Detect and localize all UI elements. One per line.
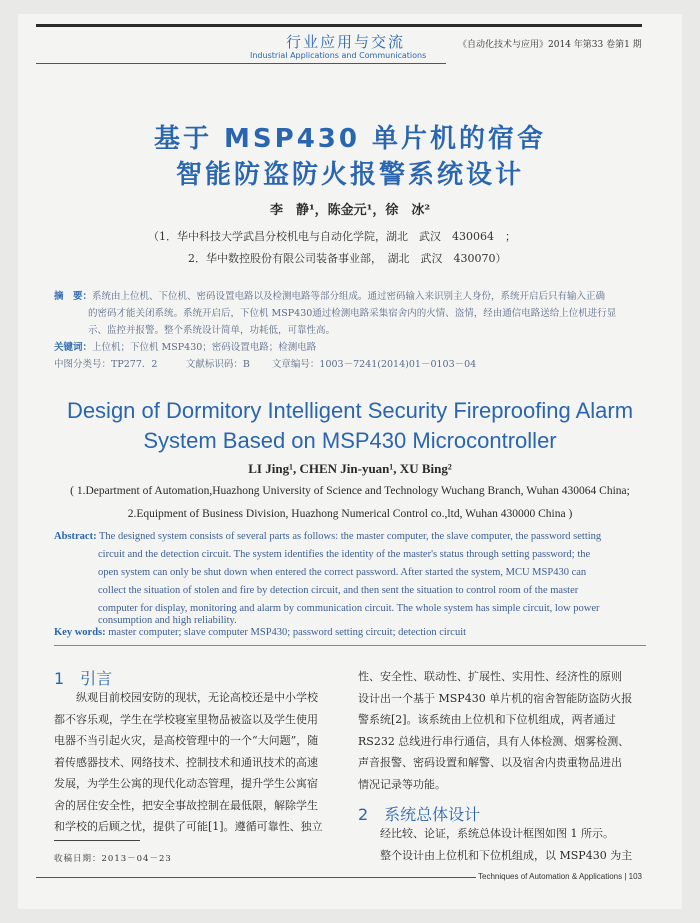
header-underline — [36, 63, 446, 64]
body-line: 纵观目前校园安防的现状，无论高校还是中小学校 — [54, 691, 318, 704]
abstract-cn-line: 的密码才能关闭系统。系统开启后，下位机 MSP430通过检测电路采集宿舍内的火情、盗情，经由通信电路送给上位机进行显 — [88, 308, 617, 319]
footnote-rule — [54, 840, 140, 841]
body-line: RS232 总线进行串行通信，具有人体检测、烟雾检测、 — [358, 734, 630, 748]
affiliation-en-1: ( 1.Department of Automation,Huazhong University of Science and Technology Wuchang Branch, Wuhan 430064 China; — [70, 485, 630, 497]
keywords-cn-label: 关键词： — [54, 342, 93, 353]
abstract-en-line: circuit and the detection circuit. The system identifies the identity of the master's status through setting password; the — [98, 549, 591, 560]
abstract-divider — [54, 645, 646, 646]
abstract-en-line: computer for display, monitoring and alarm by communication circuit. The whole system has simple circuit, low power — [98, 603, 600, 614]
body-line: 经比较、论证，系统总体设计框图如图 1 所示。 — [358, 827, 614, 840]
title-cn-line-1: 基于 MSP430 单片机的宿舍 — [153, 124, 547, 154]
title-en-line-1: Design of Dormitory Intelligent Security Fireproofing Alarm — [66, 398, 634, 423]
received-date: 收稿日期：2013－04－23 — [54, 854, 172, 864]
body-line: 舍的居住安全性，把安全事故控制在最低限，解除学生 — [54, 798, 318, 812]
abstract-en-line: open system can only be shut down when entered the correct password. After started the system, MCU MSP430 can — [98, 567, 587, 578]
body-line: 警系统[2]。该系统由上位机和下位机组成，两者通过 — [358, 713, 616, 726]
abstract-en-line: consumption and high reliability. — [98, 615, 237, 626]
keywords-en — [54, 627, 466, 638]
keywords-cn: 上位机；下位机 MSP430；密码设置电路；检测电路 — [92, 342, 317, 353]
body-line: 电器不当引起火灾，是高校管理中的一个“大问题”，随 — [54, 734, 319, 747]
abstract-cn — [54, 288, 644, 373]
footer-rule — [36, 877, 476, 878]
authors-en: LI Jing¹, CHEN Jin-yuan¹, XU Bing² — [248, 461, 452, 476]
keywords-en-text: master computer; slave computer MSP430; password setting circuit; detection circuit — [108, 627, 467, 638]
abstract-cn-line: 系统由上位机、下位机、密码设置电路以及检测电路等部分组成。通过密码输入来识别主人身份，系统开启后只有输入正确 — [92, 291, 606, 302]
title-cn-line-2: 智能防盗防火报警系统设计 — [175, 160, 524, 190]
body-line: 发展，为学生公寓的现代化动态管理，提升学生公寓宿 — [54, 777, 318, 790]
affiliation-cn-2: 2．华中数控股份有限公司装备事业部， 湖北 武汉 430070） — [188, 252, 507, 265]
affiliation-en-2: 2.Equipment of Business Division, Huazhong Numerical Control co.,ltd, Wuhan 430000 China ) — [127, 508, 573, 520]
body-left-column — [54, 687, 339, 838]
body-line: 声音报警、密码设置和解警、以及宿舍内贵重物品进出 — [358, 756, 622, 769]
body-line: 和学校的后顾之忧，提供了可能[1]。遵循可靠性、独立 — [54, 820, 323, 833]
body-line: 着传感器技术、网络技术、控制技术和通讯技术的高速 — [54, 755, 318, 769]
abstract-en-line: collect the situation of stolen and fire by detection circuit, and then sent the situation to control room of the master — [98, 585, 579, 596]
abstract-cn-label: 摘 要： — [54, 291, 93, 302]
abstract-en-label: Abstract: — [54, 531, 97, 542]
section-1-heading: 1 引言 — [54, 669, 113, 688]
body-right-column — [358, 666, 648, 795]
body-line: 性、安全性、联动性、扩展性、实用性、经济性的原则 — [358, 670, 622, 683]
section-2-body — [358, 823, 648, 866]
body-line: 设计出一个基于 MSP430 单片机的宿舍智能防盗防火报 — [358, 691, 633, 705]
keywords-en-label: Key words: — [54, 627, 106, 638]
title-en-line-2: System Based on MSP430 Microcontroller — [143, 428, 557, 453]
body-line: 情况记录等功能。 — [358, 777, 446, 791]
abstract-en-line: The designed system consists of several parts as follows: the master computer, the slave computer, the password setting — [99, 531, 602, 542]
abstract-en — [54, 528, 646, 618]
footer-page-label: Techniques of Automation & Applications | 103 — [478, 872, 642, 881]
journal-citation: 《自动化技术与应用》2014 年第33 卷第1 期 — [458, 40, 642, 50]
body-line: 都不容乐观，学生在学校寝室里物品被盗以及学生使用 — [54, 712, 318, 726]
authors-cn: 李 静¹，陈金元¹，徐 冰² — [269, 203, 431, 218]
header-rule — [36, 24, 642, 27]
section-title-en: Industrial Applications and Communications — [250, 51, 427, 60]
section-2-heading: 2 系统总体设计 — [358, 805, 481, 824]
section-title-cn: 行业应用与交流 — [286, 33, 406, 51]
affiliation-cn-1: （1．华中科技大学武昌分校机电与自动化学院，湖北 武汉 430064 ； — [148, 230, 516, 243]
body-line: 整个设计由上位机和下位机组成，以 MSP430 为主 — [358, 848, 633, 862]
abstract-cn-line: 示、监控并报警。整个系统设计简单，功耗低，可靠性高。 — [88, 325, 336, 336]
classification-number: 中图分类号：TP277．2 文献标识码：B 文章编号：1003－7241(2014)01－0103－04 — [54, 359, 477, 370]
